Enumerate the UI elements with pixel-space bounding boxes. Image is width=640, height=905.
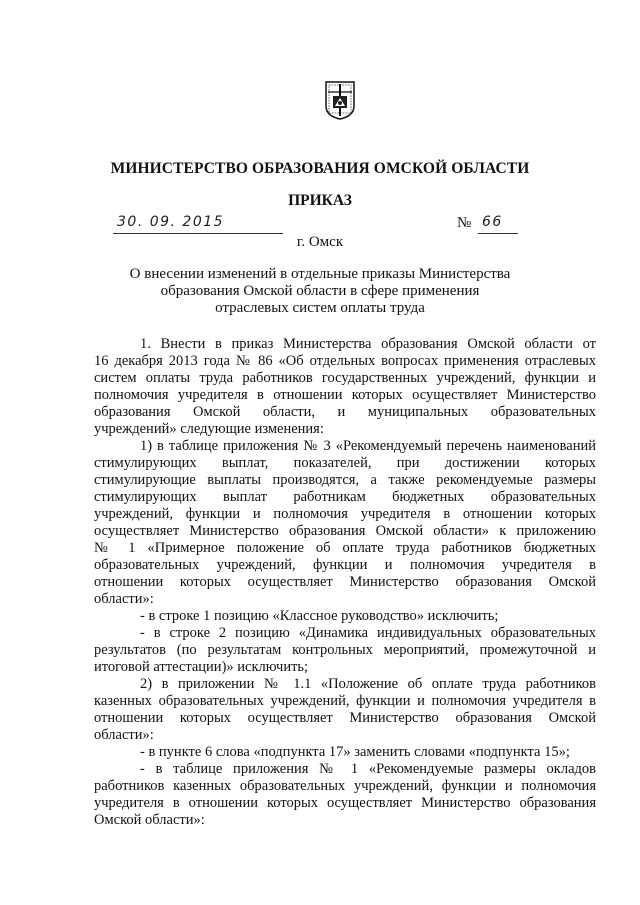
body-line: стимулирующих выплат работникам бюджетных образовательных [94, 489, 596, 505]
body-line: систем оплаты труда работников государственных учреждений, функции и [94, 370, 596, 386]
order-number: 66 [482, 214, 503, 230]
body-line: казенных образовательных учреждений, функции и полномочия учредителя в [94, 693, 596, 709]
order-number-label: № [457, 215, 472, 231]
order-date-field [113, 213, 283, 234]
body-line: осуществляет Министерство образования Омской области» к приложению [94, 523, 596, 539]
body-line: - в пункте 6 слова «подпункта 17» заменить словами «подпункта 15»; [140, 744, 570, 760]
body-line: 1. Внести в приказ Министерства образования Омской области от [140, 336, 596, 352]
body-line: стимулирующих выплат, показателей, при достижении которых [94, 455, 596, 471]
body-line: 1) в таблице приложения № 3 «Рекомендуемый перечень наименований [140, 438, 596, 454]
body-line: итоговой аттестации)» исключить; [94, 659, 309, 675]
body-line: учреждений, функции и полномочия учредителя в отношении которых [94, 506, 596, 522]
body-line: № 1 «Примерное положение об оплате труда работников бюджетных [94, 540, 596, 556]
order-body [94, 336, 596, 829]
body-line: учреждений» следующие изменения: [94, 421, 324, 437]
body-line: области»: [94, 727, 154, 743]
body-line: 16 декабря 2013 года № 86 «Об отдельных вопросах применения отраслевых [94, 353, 596, 369]
body-line: области»: [94, 591, 154, 607]
body-line: стимулирующие выплаты производятся, а также рекомендуемые размеры [94, 472, 596, 488]
ministry-name: МИНИСТЕРСТВО ОБРАЗОВАНИЯ ОМСКОЙ ОБЛАСТИ [110, 160, 530, 177]
body-line: - в строке 2 позицию «Динамика индивидуальных образовательных [140, 625, 596, 641]
body-line: учредителя в отношении которых осуществляет Министерство образования [94, 795, 596, 811]
title-line: О внесении изменений в отдельные приказы Министерства [129, 266, 511, 282]
order-date: 30. 09. 2015 [117, 214, 225, 230]
title-line: отраслевых систем оплаты труда [215, 300, 425, 316]
order-number-field [478, 213, 518, 234]
city: г. Омск [296, 234, 344, 250]
title-line: образования Омской области в сфере применения [160, 283, 480, 299]
body-line: отношении которых осуществляет Министерство образования Омской [94, 710, 596, 726]
document-type: ПРИКАЗ [288, 192, 352, 209]
body-line: - в таблице приложения № 1 «Рекомендуемые размеры окладов [140, 761, 596, 777]
body-line: результатов (по результатам контрольных мероприятий, промежуточной и [94, 642, 596, 658]
body-line: полномочия учредителя в отношении которых осуществляет Министерство [94, 387, 596, 403]
order-title [120, 266, 520, 317]
body-line: - в строке 1 позицию «Классное руководство» исключить; [140, 608, 499, 624]
body-line: работников казенных образовательных учреждений, функции и полномочия [94, 778, 596, 794]
body-line: образовательных учреждений, функции и полномочия учредителя в [94, 557, 596, 573]
body-line: образования Омской области, и муниципальных образовательных [94, 404, 596, 420]
body-line: 2) в приложении № 1.1 «Положение об оплате труда работников [140, 676, 596, 692]
body-line: отношении которых осуществляет Министерство образования Омской [94, 574, 596, 590]
body-line: Омской области»: [94, 812, 205, 828]
coat-of-arms-emblem [324, 80, 356, 120]
